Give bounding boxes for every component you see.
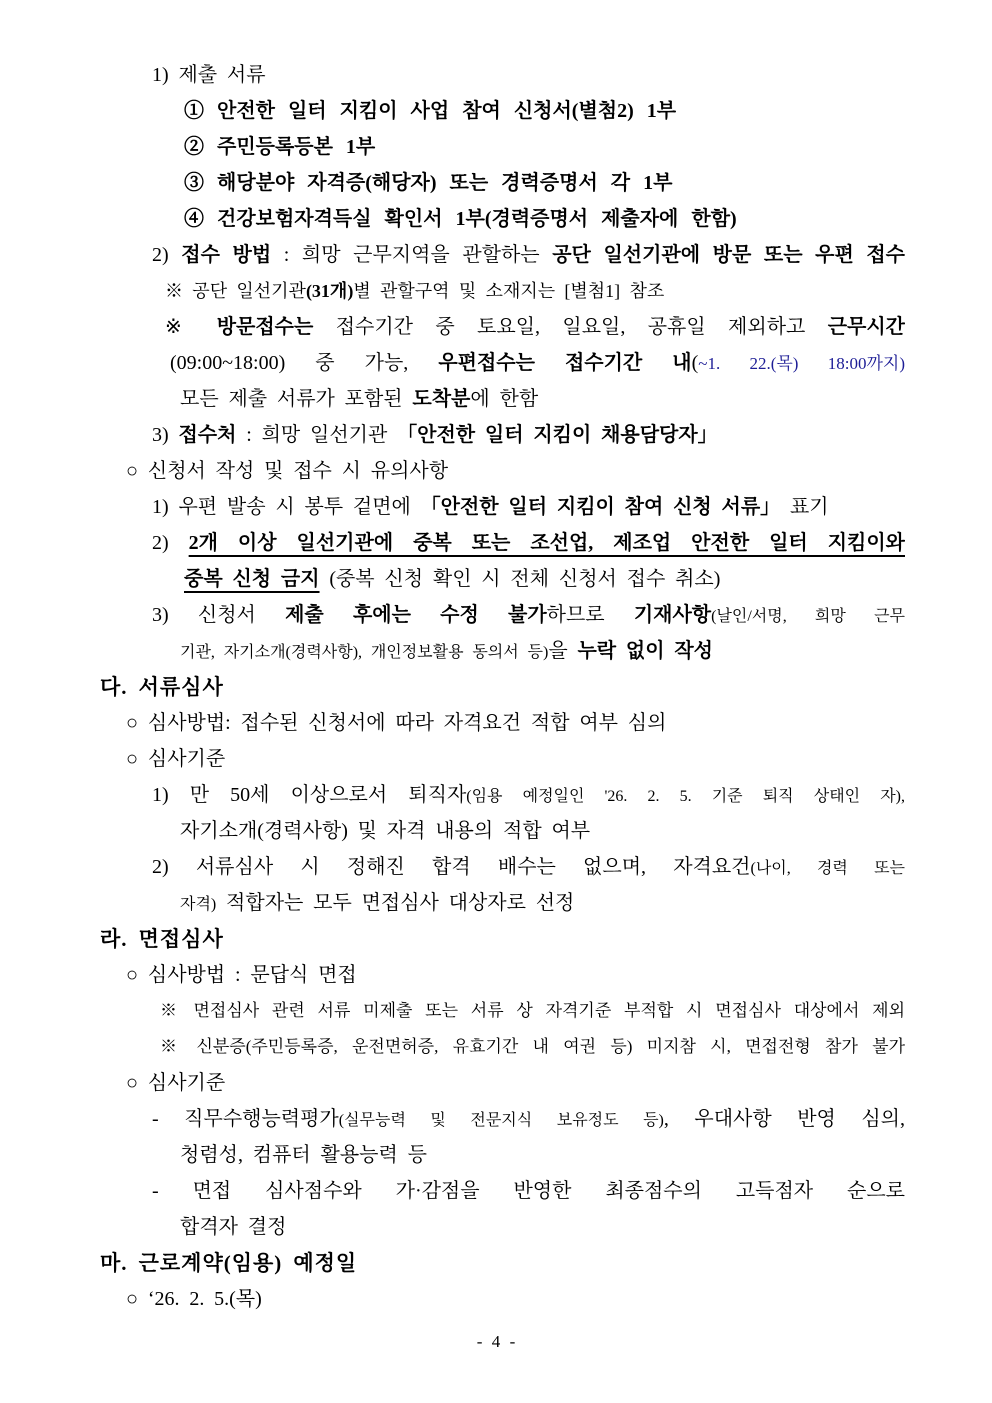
text-segment: 표기 bbox=[780, 496, 829, 518]
text-segment: 1) 만 50세 이상으로서 퇴직자 bbox=[152, 784, 467, 806]
text-line bbox=[126, 957, 992, 993]
text-line bbox=[152, 57, 992, 93]
text-line bbox=[126, 1281, 992, 1317]
text-segment: 다. 서류심사 bbox=[100, 675, 224, 699]
text-segment: ③ 해당분야 자격증(해당자) 또는 경력증명서 각 1부 bbox=[184, 172, 673, 194]
text-segment: 적합자는 모두 면접심사 대상자로 선정 bbox=[216, 892, 575, 914]
text-segment: 접수처 bbox=[178, 424, 237, 446]
text-segment: (임용 예정일인 '26. 2. 5. 기준 퇴직 상태인 자), bbox=[466, 788, 905, 805]
text-segment: 공단 일선기관에 방문 또는 우편 접수 bbox=[552, 244, 905, 266]
text-line bbox=[184, 165, 992, 201]
text-segment: 1) 우편 발송 시 봉투 겉면에 bbox=[152, 496, 421, 518]
text-segment: ※ 면접심사 관련 서류 미제출 또는 서류 상 자격기준 부적합 시 면접심사 대상에서 제외 bbox=[160, 1001, 905, 1020]
text-segment: 1) 제출 서류 bbox=[152, 64, 266, 86]
text-segment: 기관, 자기소개(경력사항), 개인정보활용 동의서 등) bbox=[180, 644, 549, 661]
text-segment: 2) 서류심사 시 정해진 합격 배수는 없으며, 자격요건 bbox=[152, 856, 751, 878]
text-segment: (나이, 경력 또는 bbox=[750, 860, 905, 877]
text-segment: : 희망 근무지역을 관할하는 bbox=[271, 244, 553, 266]
text-segment: (09:00~18:00) 중 가능, bbox=[170, 352, 439, 374]
text-segment: (31개) bbox=[305, 281, 354, 301]
text-segment: 3) bbox=[152, 424, 179, 446]
text-line bbox=[152, 1173, 905, 1209]
text-segment: ※ 공단 일선기관 bbox=[165, 281, 306, 301]
text-segment: ○ ‘26. 2. 5.(목) bbox=[126, 1288, 262, 1310]
text-line bbox=[126, 705, 992, 741]
text-segment: ○ 심사방법 : 문답식 면접 bbox=[126, 964, 357, 986]
text-line bbox=[152, 597, 905, 633]
text-line bbox=[180, 813, 992, 849]
text-line bbox=[180, 885, 992, 921]
text-segment: 3) 신청서 bbox=[152, 604, 286, 626]
text-segment: ① 안전한 일터 지킴이 사업 참여 신청서(별첨2) 1부 bbox=[184, 100, 677, 122]
document-body bbox=[0, 57, 992, 1317]
text-segment: 접수기간 중 토요일, 일요일, 공휴일 제외하고 bbox=[313, 316, 828, 338]
text-line bbox=[160, 993, 905, 1029]
text-segment: 자격) bbox=[180, 896, 217, 913]
text-line bbox=[152, 849, 905, 885]
text-segment: : 희망 일선기관 bbox=[236, 424, 398, 446]
text-segment: ② 주민등록등본 1부 bbox=[184, 136, 376, 158]
text-segment: 2개 이상 일선기관에 중복 또는 조선업, 제조업 안전한 일터 지킴이와 bbox=[188, 532, 905, 554]
text-line bbox=[180, 1209, 992, 1245]
text-segment: (실무능력 및 전문지식 보유정도 등) bbox=[338, 1112, 664, 1129]
text-line bbox=[152, 525, 905, 561]
text-segment: 접수 방법 bbox=[181, 244, 272, 266]
text-segment: 2) bbox=[152, 244, 182, 266]
text-segment: 2) bbox=[152, 532, 189, 554]
text-line bbox=[100, 921, 992, 957]
text-line bbox=[184, 201, 992, 237]
text-segment: 라. 면접심사 bbox=[100, 927, 224, 951]
text-segment: 방문접수는 bbox=[216, 316, 314, 338]
text-segment: 「안전한 일터 지킴이 참여 신청 서류」 bbox=[420, 496, 781, 518]
text-segment: 마. 근로계약(임용) 예정일 bbox=[100, 1251, 358, 1275]
text-line bbox=[170, 345, 905, 381]
text-segment: ○ 신청서 작성 및 접수 시 유의사항 bbox=[126, 460, 449, 482]
text-line bbox=[165, 309, 905, 345]
text-segment: ○ 심사기준 bbox=[126, 1072, 226, 1094]
text-segment: 자기소개(경력사항) 및 자격 내용의 적합 여부 bbox=[180, 820, 591, 842]
text-line bbox=[184, 93, 992, 129]
text-segment: (중복 신청 확인 시 전체 신청서 접수 취소) bbox=[319, 568, 721, 590]
text-segment: ○ 심사기준 bbox=[126, 748, 226, 770]
text-line bbox=[184, 561, 992, 597]
text-segment: 을 bbox=[548, 640, 578, 662]
text-segment: 우편접수는 접수기간 내 bbox=[438, 352, 692, 374]
text-line bbox=[126, 1065, 992, 1101]
text-segment: ○ 심사방법: 접수된 신청서에 따라 자격요건 적합 여부 심의 bbox=[126, 712, 667, 734]
text-segment: 별 관할구역 및 소재지는 [별첨1] 참조 bbox=[353, 281, 665, 301]
text-line bbox=[152, 417, 992, 453]
text-segment: 모든 제출 서류가 포함된 bbox=[180, 388, 413, 410]
text-line bbox=[184, 129, 992, 165]
text-segment: 누락 없이 작성 bbox=[577, 640, 713, 662]
text-segment: ~1. 22.(목) 18:00까지) bbox=[698, 354, 905, 373]
text-segment: 기재사항 bbox=[633, 604, 712, 626]
text-line bbox=[160, 1029, 905, 1065]
text-segment: 에 한함 bbox=[470, 388, 539, 410]
text-segment: ( bbox=[691, 352, 699, 374]
text-segment: ④ 건강보험자격득실 확인서 1부(경력증명서 제출자에 한함) bbox=[184, 208, 737, 230]
text-line bbox=[126, 453, 992, 489]
text-segment: 제출 후에는 수정 불가 bbox=[285, 604, 547, 626]
text-line bbox=[180, 1137, 992, 1173]
text-line bbox=[100, 1245, 992, 1281]
text-segment: 청렴성, 컴퓨터 활용능력 등 bbox=[180, 1144, 427, 1166]
text-segment: - 면접 심사점수와 가·감점을 반영한 최종점수의 고득점자 순으로 bbox=[152, 1180, 905, 1202]
text-line bbox=[126, 741, 992, 777]
text-line bbox=[100, 669, 992, 705]
text-line bbox=[180, 633, 992, 669]
text-line bbox=[152, 1101, 905, 1137]
text-segment: ※ bbox=[165, 316, 217, 338]
text-segment: - 직무수행능력평가 bbox=[152, 1108, 339, 1130]
text-segment: 합격자 결정 bbox=[180, 1216, 287, 1238]
text-segment: 중복 신청 금지 bbox=[184, 568, 320, 590]
page-number: - 4 - bbox=[476, 1332, 516, 1351]
text-segment: 하므로 bbox=[546, 604, 634, 626]
text-segment: , 우대사항 반영 심의, bbox=[663, 1108, 905, 1130]
text-line bbox=[180, 381, 992, 417]
text-segment: 도착분 bbox=[412, 388, 471, 410]
text-line bbox=[152, 777, 905, 813]
text-segment: 「안전한 일터 지킴이 채용담당자」 bbox=[397, 424, 718, 446]
text-line bbox=[152, 237, 905, 273]
text-line bbox=[152, 489, 992, 525]
text-segment: (날인/서명, 희망 근무 bbox=[711, 608, 905, 625]
text-segment: ※ 신분증(주민등록증, 운전면허증, 유효기간 내 여권 등) 미지참 시, 면접전형 참가 불가 bbox=[160, 1037, 905, 1056]
text-line bbox=[165, 273, 992, 309]
text-segment: 근무시간 bbox=[827, 316, 905, 338]
